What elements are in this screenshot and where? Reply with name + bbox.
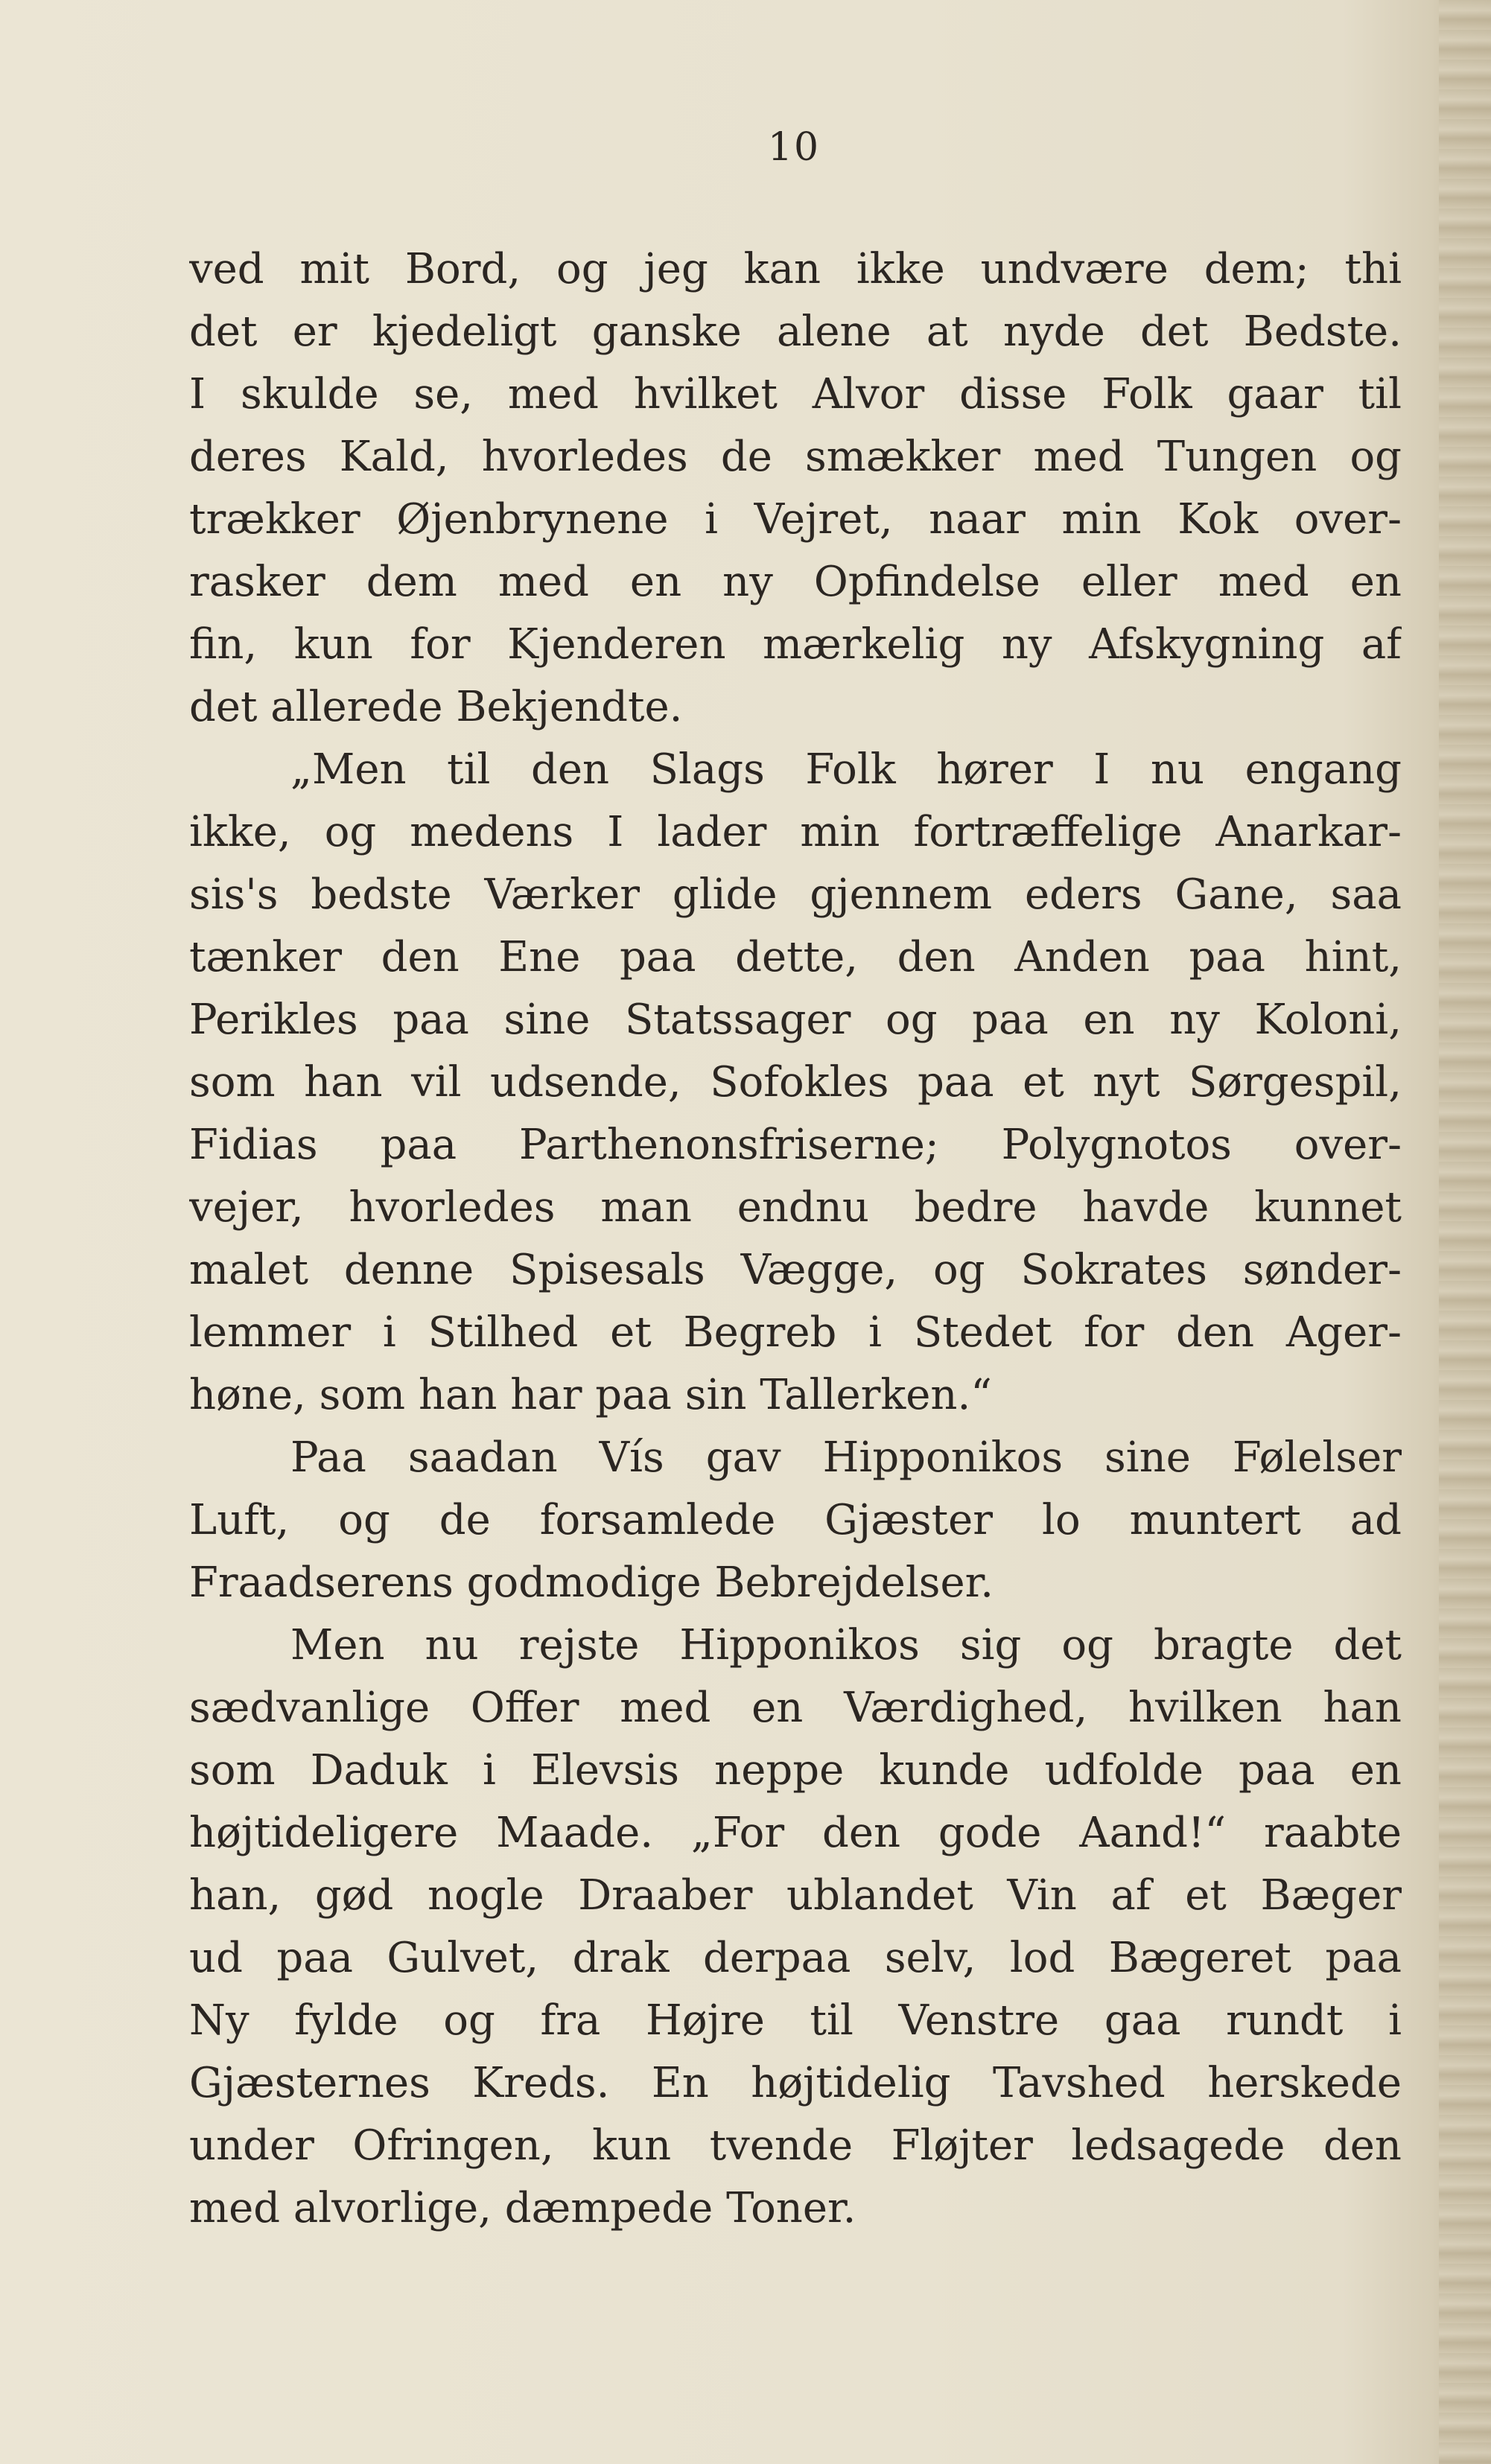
page-edge bbox=[1439, 0, 1491, 2464]
text-line: som han vil udsende, Sofokles paa et nyt Sørgespil, bbox=[189, 1058, 1402, 1107]
text-line: det allerede Bekjendte. bbox=[189, 683, 683, 731]
text-line: I skulde se, med hvilket Alvor disse Folk gaar til bbox=[189, 370, 1402, 418]
text-line: med alvorlige, dæmpede Toner. bbox=[189, 2184, 856, 2232]
text-line: ved mit Bord, og jeg kan ikke undvære dem; thi bbox=[189, 245, 1402, 293]
text-line: han, gød nogle Draaber ublandet Vin af et Bæger bbox=[189, 1871, 1402, 1920]
text-line: Fraadserens godmodige Bebrejdelser. bbox=[189, 1559, 994, 1607]
text-line: Luft, og de forsamlede Gjæster lo muntert ad bbox=[189, 1496, 1402, 1544]
text-line: sis's bedste Værker glide gjennem eders Gane, saa bbox=[189, 870, 1402, 919]
text-line: malet denne Spisesals Vægge, og Sokrates sønder- bbox=[189, 1246, 1402, 1294]
text-line: som Daduk i Elevsis neppe kunde udfolde paa en bbox=[189, 1746, 1402, 1795]
text-line: deres Kald, hvorledes de smækker med Tungen og bbox=[189, 433, 1402, 481]
text-line: høne, som han har paa sin Tallerken.“ bbox=[189, 1371, 992, 1419]
text-line: Men nu rejste Hipponikos sig og bragte det bbox=[290, 1621, 1402, 1669]
text-line: Ny fylde og fra Højre til Venstre gaa rundt i bbox=[189, 1996, 1402, 2045]
text-line: under Ofringen, kun tvende Fløjter ledsagede den bbox=[189, 2121, 1402, 2170]
text-line: rasker dem med en ny Opfindelse eller med en bbox=[189, 558, 1402, 606]
text-line: vejer, hvorledes man endnu bedre havde kunnet bbox=[189, 1183, 1402, 1232]
text-line: Fidias paa Parthenonsfriserne; Polygnotos over- bbox=[189, 1121, 1402, 1169]
text-line: det er kjedeligt ganske alene at nyde det Bedste. bbox=[189, 308, 1402, 356]
text-line: Paa saadan Vís gav Hipponikos sine Følelser bbox=[290, 1433, 1402, 1482]
text-line: ud paa Gulvet, drak derpaa selv, lod Bægeret paa bbox=[189, 1934, 1402, 1982]
text-line: fin, kun for Kjenderen mærkelig ny Afskygning af bbox=[189, 620, 1402, 669]
text-line: „Men til den Slags Folk hører I nu engang bbox=[290, 745, 1402, 794]
text-line: Perikles paa sine Statssager og paa en ny Koloni, bbox=[189, 996, 1402, 1044]
text-line: højtideligere Maade. „For den gode Aand!“ raabte bbox=[189, 1809, 1402, 1857]
body-text bbox=[189, 238, 1402, 2240]
text-line: lemmer i Stilhed et Begreb i Stedet for den Ager- bbox=[189, 1308, 1402, 1357]
page-number: 10 bbox=[767, 125, 821, 170]
text-line: ikke, og medens I lader min fortræffelige Anarkar- bbox=[189, 808, 1402, 856]
text-line: sædvanlige Offer med en Værdighed, hvilken han bbox=[189, 1684, 1402, 1732]
text-line: tænker den Ene paa dette, den Anden paa hint, bbox=[189, 933, 1402, 981]
text-line: Gjæsternes Kreds. En højtidelig Tavshed herskede bbox=[189, 2059, 1402, 2107]
text-line: trækker Øjenbrynene i Vejret, naar min Kok over- bbox=[189, 495, 1402, 544]
